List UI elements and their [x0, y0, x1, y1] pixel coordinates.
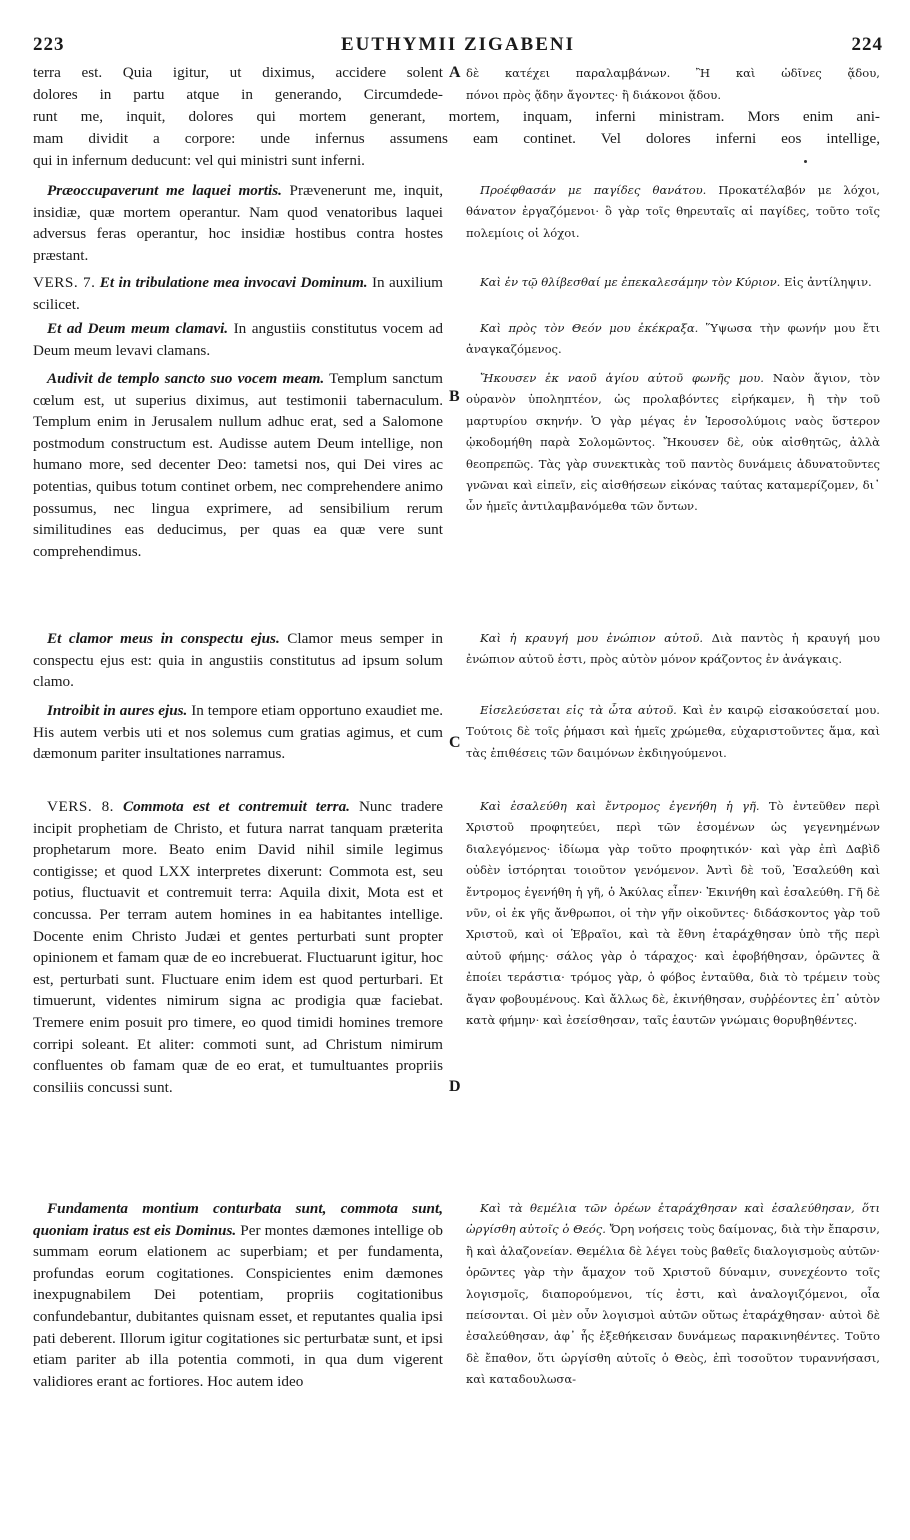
margin-marker-a: A — [449, 64, 461, 81]
latin-lemma-3: Et ad Deum meum clamavi. — [47, 320, 229, 337]
latin-text-3: In angustiis constitutus vocem ad Deum meum levavi clamans. — [33, 320, 443, 359]
verse-number-7: VERS. 7. — [33, 274, 96, 291]
greek-text-1: Προκατέλαβόν με λόχοι, θάνατον ἐργαζόμενοι· ὃ γὰρ τοῖς θηρευταῖς αἱ παγίδες, τοῦτο τοῖς πολεμίοις οἱ λόχοι. — [466, 183, 880, 240]
greek-lemma-1: Προέφθασάν με παγίδες θανάτου. — [480, 183, 707, 197]
greek-paragraph-2 — [466, 272, 880, 293]
latin-paragraph-6 — [33, 700, 443, 765]
greek-lemma-8: Καὶ τὰ θεμέλια τῶν ὀρέων ἐταράχθησαν καὶ ἐσαλεύθησαν, ὅτι ὠργίσθη αὐτοῖς ὁ Θεός. — [466, 1201, 880, 1237]
greek-text-8: Ὄρη νοήσεις τοὺς δαίμονας, διὰ τὴν ἔπαρσιν, ἢ καὶ ἀλαζονείαν. Θεμέλια δὲ λέγει τοὺς βαθεῖς διαλογισμοὺς αὐτῶν· ὁρῶντες γὰρ τὴν ἄμαχον τοῦ Χριστοῦ δύναμιν, συνεχέοντο τοῖς λογισμοῖς, διαπορούμενοι, τίς ἐστι, καὶ ἀναλογιζόμενοι, οἷα πείσονται. Οἱ μὲν οὖν λογισμοὶ αὐτῶν οὕτως ἐταράχθησαν· αὐτοὶ δὲ ἐσαλεύθησαν, ἀφ᾿ ἧς ἐξεθήκεισαν δυνάμεως παρακινηθέντες. Τοῦτο δὲ ἔπαθον, ὅτι ὠργίσθη αὐτοῖς ὁ Θεὸς, ἐπὶ τοσοῦτον τυραννήσασι, καὶ καταδουλωσα- — [466, 1222, 880, 1387]
latin-lemma-8: Fundamenta montium conturbata sunt, commota sunt, quoniam iratus est eis Dominus. — [33, 1200, 443, 1239]
greek-top-line-1: δὲ κατέχει παραλαμβάνων. Ἢ καὶ ὠδῖνες ᾅδου, — [466, 66, 880, 80]
greek-paragraph-5 — [466, 628, 880, 671]
greek-text-2: Εἰς ἀντίληψιν. — [780, 275, 872, 289]
running-header — [33, 34, 883, 56]
latin-text-2: In auxilium scilicet. — [33, 274, 443, 313]
verse-number-8: VERS. 8. — [47, 798, 114, 815]
latin-paragraph-4 — [33, 368, 443, 562]
latin-paragraph-3 — [33, 318, 443, 361]
greek-text-7: Τὸ ἐντεῦθεν περὶ Χριστοῦ προφητεύει, περὶ τῶν ἐσομένων ὡς γεγενημένων διαλεγόμενος· ἰδίωμα γὰρ τοῦτο προφητικόν· καὶ γὰρ ἐπὶ Δαβὶδ οὐδὲν ἱστόρηται τοιοῦτον γενόμενον. Ἀντὶ δὲ τοῦ, Ἐσαλεύθη καὶ ἔντρομος ἐγενήθη ἡ γῆ, ὁ Ἀκύλας εἶπεν· Ἐκινήθη καὶ ἐσαλεύθη. Γῆ δὲ νῦν, οἱ ἐκ γῆς ἄνθρωποι, οἱ τὴν γῆν οἰκοῦντες· διδάσκοντος γὰρ τοῦ Χριστοῦ, καὶ οἱ Ἑβραῖοι, καὶ τὰ ἔθνη ἐταράχθησαν ὑπὸ τῆς περὶ αὐτοῦ φήμης· σάλος γὰρ ὁ τάραχος· καὶ ἐφοβήθησαν, ὁρῶντες ἃ ἐποίει τεράστια· τρόμος γὰρ, ὁ φόβος ἐνταῦθα, διὰ τὸ τρέμειν τοὺς ἄγαν φοβουμένους. Καὶ ἄλλως δὲ, ἐκινήθησαν, συῤῥέοντες ἐπ᾿ αὐτὸν κατὰ φήμην· καὶ ἐσείσθησαν, ταῖς ἑαυτῶν γνώμαις θορυβηθέντες. — [466, 799, 881, 1028]
latin-text-4: Templum sanctum cœlum est, ut superius diximus, aut testimonii tabernaculum. Templum enim in Jerusalem nullum adhuc erat, sed a Salomone postmodum constructum est. Audisse autem Deum intellige, non humano more, sed decenter Deo: tametsi nos, qui Dei vires ac potentias, quibus totum continet orbem, nec comprehendere animo possumus, nec lingua exprimere, ad sensibilium rerum similitudines eas deducimus, per quas ea quæ vere sunt comprehendimus. — [33, 370, 443, 560]
latin-text-8: Per montes dæmones intellige ob summam eorum elationem ac superbiam; et per fundamenta, profundas eorum cogitationes. Conspicientes enim dæmones inexpugnabilem Dei potentiam, propriis cogitationibus confundebantur, dubitantes quisnam esset, et reputantes qualia ipsi pati deberent. Illorum igitur cogitationes sic perturbatæ sunt, et ipsi etiam pariter ab illa potentia commoti, in qua dum vigerent validiores erant ac fortiores. Hoc autem ideo — [33, 1221, 443, 1390]
greek-lemma-7: Καὶ ἐσαλεύθη καὶ ἔντρομος ἐγενήθη ἡ γῆ. — [480, 799, 760, 813]
greek-lemma-4: Ἤκουσεν ἐκ ναοῦ ἁγίου αὐτοῦ φωνῆς μου. — [480, 371, 764, 385]
greek-paragraph-4 — [466, 368, 880, 518]
greek-text-4: Ναὸν ἅγιον, τὸν οὐρανὸν ὑποληπτέον, ὡς προλαβόντες εἰρήκαμεν, ἢ τὴν τοῦ μαρτυρίου σκηνήν. Ὁ γὰρ μέγας ἐν Ἱεροσολύμοις ναὸς ὕστερον ᾠκοδομήθη παρὰ Σολομῶντος. Ἤκουσεν δὲ, οὐκ αἰσθητῶς, ἀλλὰ θεοπρεπῶς. Τὰς γὰρ συνεκτικὰς τοῦ παντὸς δυνάμεις ἀδυνατοῦντες γνῶναι καὶ εἰπεῖν, εἰς αἰσθήσεων εἰκόνας ταύτας καταμερίζομεν, δι᾿ ὧν ἡμεῖς ἀντιλαμβανόμεθα τῶν ὄντων. — [466, 371, 880, 514]
greek-paragraph-7 — [466, 796, 880, 1031]
margin-marker-b: B — [449, 388, 460, 405]
latin-full-line-3: qui in infernum deducunt: vel qui ministri sunt inferni. — [33, 152, 365, 169]
margin-marker-d: D — [449, 1078, 461, 1095]
ink-speck — [804, 160, 807, 163]
latin-text-5: Clamor meus semper in conspectu ejus est: quia in angustiis constitutus ad ipsum solum clamo. — [33, 630, 443, 691]
page-number-left: 223 — [33, 34, 65, 55]
page-number-right: 224 — [851, 34, 883, 55]
latin-paragraph-5 — [33, 628, 443, 693]
latin-lemma-1: Præoccupaverunt me laquei mortis. — [47, 182, 282, 199]
greek-lemma-6: Εἰσελεύσεται εἰς τὰ ὦτα αὐτοῦ. — [480, 703, 677, 717]
latin-text-6: In tempore etiam opportuno exaudiet me. His autem verbis uti et nos solemus cum gratias agimus, et cum dæmonum pariter insultationes narramus. — [33, 702, 444, 763]
greek-lemma-3: Καὶ πρὸς τὸν Θεόν μου ἐκέκραξα. — [480, 321, 699, 335]
greek-text-3: Ὕψωσα τὴν φωνήν μου ἔτι ἀναγκαζόμενος. — [466, 321, 880, 357]
greek-paragraph-6 — [466, 700, 880, 764]
latin-full-line-2: mam dividit a corpore: unde infernus assumens eam continet. Vel dolores inferni eos intellige, — [33, 130, 880, 147]
greek-paragraph-3 — [466, 318, 880, 361]
latin-paragraph-1 — [33, 180, 443, 266]
greek-paragraph-8 — [466, 1198, 880, 1391]
latin-lemma-2: Et in tribulatione mea invocavi Dominum. — [95, 274, 368, 291]
latin-lemma-4: Audivit de templo sancto suo vocem meam. — [47, 370, 325, 387]
latin-paragraph-7 — [33, 796, 443, 1098]
latin-lemma-5: Et clamor meus in conspectu ejus. — [47, 630, 280, 647]
latin-lemma-7: Commota est et contremuit terra. — [113, 798, 350, 815]
greek-lemma-2: Καὶ ἐν τῷ θλίβεσθαί με ἐπεκαλεσάμην τὸν Κύριον. — [480, 275, 781, 289]
latin-text-7: Nunc tradere incipit prophetiam de Christo, et futura narrat tanquam præterita prophetarum more. Beato enim David nihil simile legimus contigisse; et quod LXX interpretes dixerunt: Commota est, seu potius, fluctuavit et contremuit terra: Aquila dixit, Mota est et concussa. Per terram autem homines in ea habitantes intellige. Docente enim Christo Judæi et gentes perturbati sunt propter opinionem et famam quæ de eo increbuerat. Fluctuarunt igitur, hoc est, perturbati sunt. Fluctuare enim idem est quod perturbari. Et timuerunt, videntes nimirum signa ac prodigia quæ faciebat. Tremere enim posuit pro timere, eo quod timidi homines tremore corripi soleant. Et aliter: commoti sunt, ad Christum nimirum confluentes ob famam quæ de eo erat, et tumultuantes propriis consiliis concussi sunt. — [33, 798, 443, 1096]
latin-top-line-2: dolores in partu atque in generando, Circumdede- — [33, 86, 443, 103]
latin-text-1: Prævenerunt me, inquit, insidiæ, quæ mortem operantur. Nam quod venatoribus laquei adversus feras operantur, hoc insidiæ hostibus contra hostes præstant. — [33, 182, 443, 264]
greek-top-line-2: πόνοι πρὸς ᾅδην ἄγοντες· ἢ διάκονοι ᾅδου. — [466, 88, 722, 102]
latin-paragraph-2 — [33, 272, 443, 315]
greek-paragraph-1 — [466, 180, 880, 244]
latin-lemma-6: Introibit in aures ejus. — [47, 702, 188, 719]
greek-text-6: Καὶ ἐν καιρῷ εἰσακούσεταί μου. Τούτοις δὲ τοῖς ῥήμασι καὶ ἡμεῖς χρώμεθα, εὐχαριστοῦντες ἅμα, καὶ τὰς ἐπιθέσεις τῶν δαιμόνων ἐκδιηγούμενοι. — [466, 703, 880, 760]
latin-top-line-1: terra est. Quia igitur, ut diximus, accidere solent — [33, 64, 443, 81]
greek-lemma-5: Καὶ ἡ κραυγή μου ἐνώπιον αὐτοῦ. — [480, 631, 704, 645]
margin-marker-c: C — [449, 734, 461, 751]
running-title: EUTHYMII ZIGABENI — [340, 34, 576, 55]
latin-full-line-1: runt me, inquit, dolores qui mortem generant, mortem, inquam, inferni ministram. Mors enim ani- — [33, 108, 880, 125]
greek-text-5: Διὰ παντὸς ἡ κραυγή μου ἐνώπιον αὐτοῦ ἐστι, πρὸς αὐτὸν μόνον κράζοντος ἐν ἀνάγκαις. — [466, 631, 880, 667]
latin-paragraph-8 — [33, 1198, 443, 1392]
